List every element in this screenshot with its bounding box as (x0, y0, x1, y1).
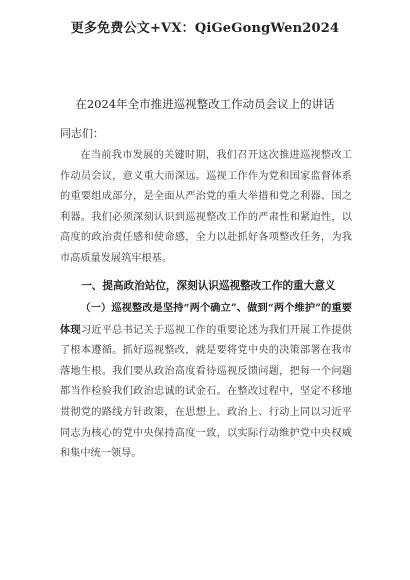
subsection-heading: （一）巡视整改是坚持“两个确立”、做到“两个维护”的重要体现 (60, 302, 352, 336)
section-heading: 一、提高政治站位，深刻认识巡视整改工作的重大意义 (81, 280, 336, 292)
salutation: 同志们： (60, 127, 104, 140)
promo-header: 更多免费公文+VX：QiGeGongWen2024 (70, 21, 340, 36)
document-title: 在2024年全市推进巡视整改工作动员会议上的讲话 (75, 97, 335, 111)
paragraph-section-1-1 (60, 298, 352, 465)
paragraph-body: 习近平总书记关于巡视工作的重要论述为我们开展工作提供了根本遵循。抓好巡视整改，就是要将党中央的决策部署在我市落地生根。我们要从政治高度看待巡视反馈问题，把每一个问题都当作检验我们政治忠诚的试金石。在整改过程中，坚定不移地贯彻党的路线方针政策，在思想上、政治上、行动上同以习近平同志为核心的党中央保持高度一致，以实际行动维护党中央权威和集中统一领导。 (60, 324, 352, 460)
paragraph-intro: 在当前我市发展的关键时期，我们召开这次推进巡视整改工作动员会议，意义重大而深远。巡视工作作为党和国家监督体系的重要组成部分，是全面从严治党的重大举措和党之利器、国之利器。我们必须深刻认识到巡视整改工作的严肃性和紧迫性，以高度的政治责任感和使命感，全力以赴抓好各项整改任务，为我市高质量发展筑牢根基。 (60, 150, 352, 264)
